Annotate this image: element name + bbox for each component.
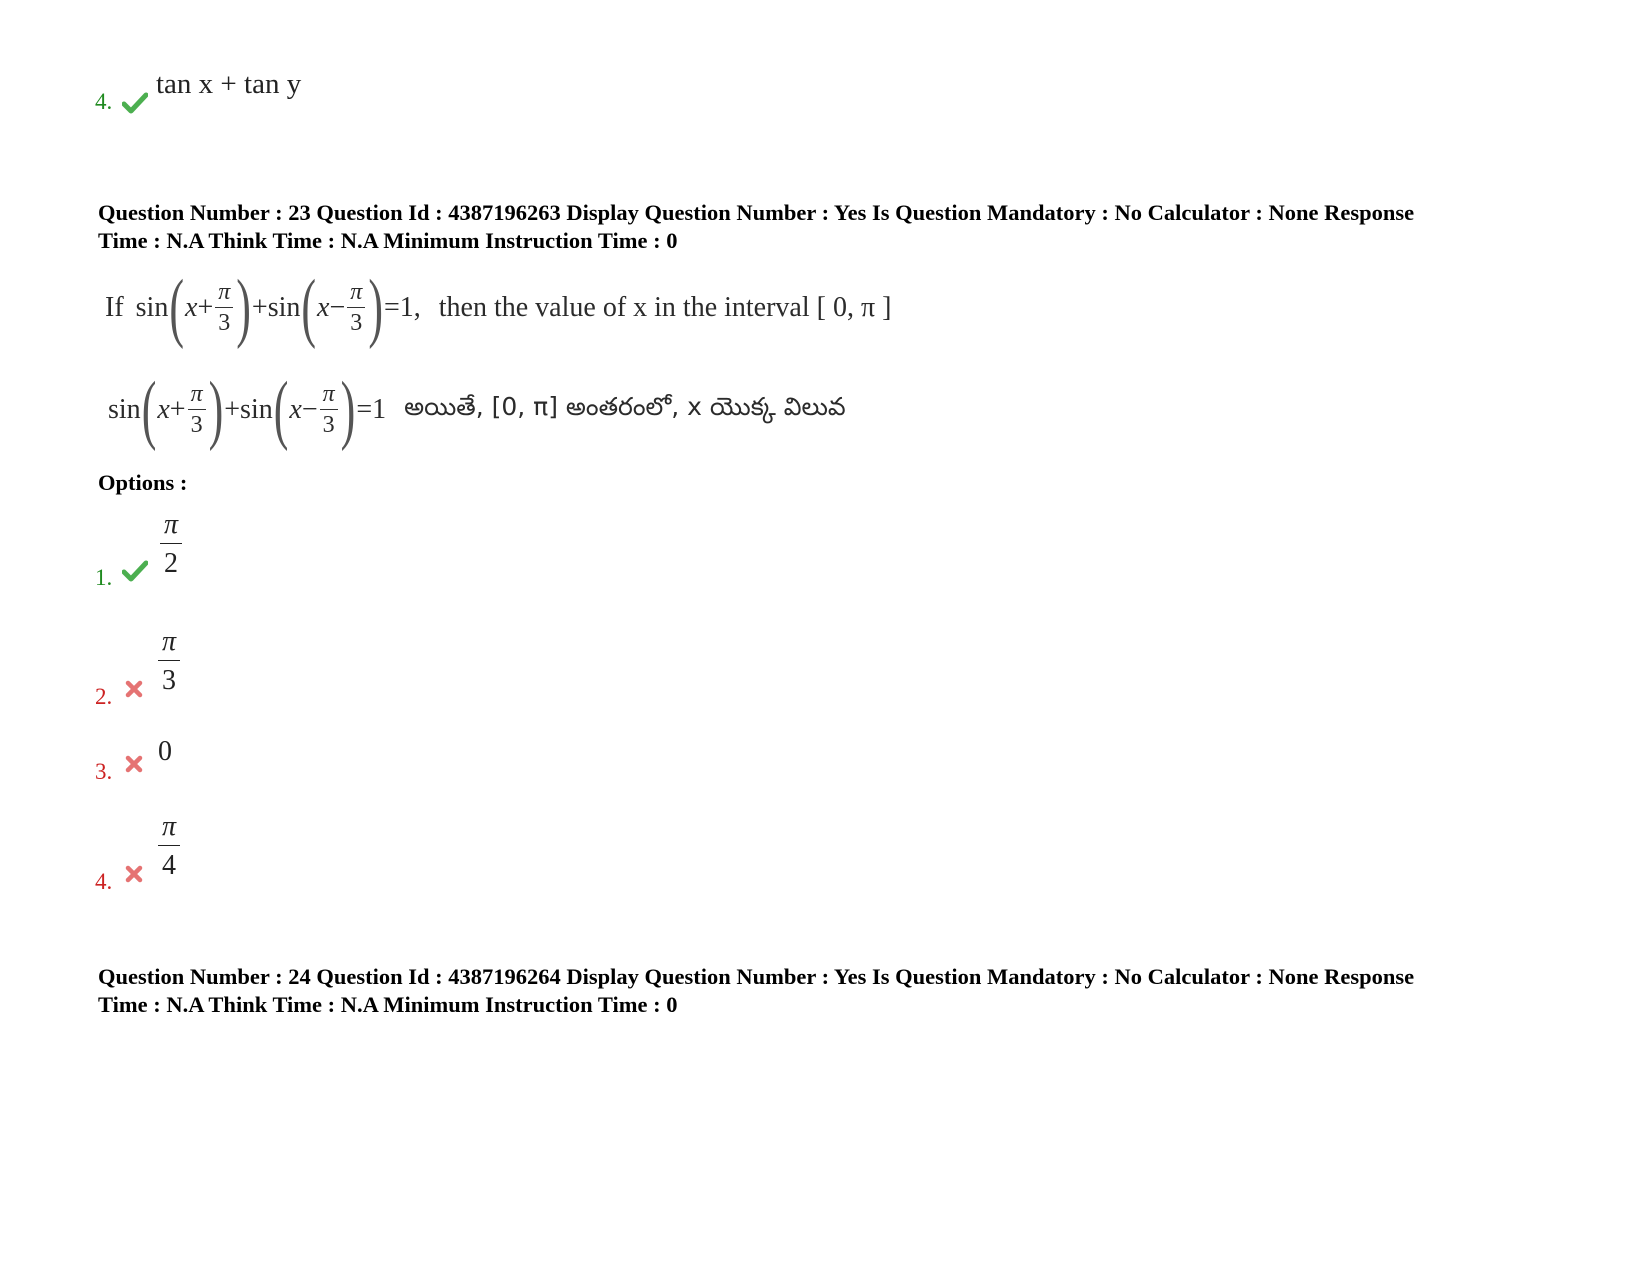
numerator: π (160, 510, 182, 544)
numerator: π (158, 812, 180, 846)
denominator: 2 (164, 548, 179, 580)
question-23-english: If sin ( x + $\frac{\pi}{3}$ ) +sin ( x − $\frac{\pi}{3}$ ) =1, then the value of x in the interval [ 0, π ] (105, 264, 892, 350)
option-1-number: 1. (95, 565, 113, 590)
minus-sign: − (329, 292, 346, 323)
question-23-meta (98, 199, 1578, 255)
meta-line-1: Question Number : 23 Question Id : 4387196263 Display Question Number : Yes Is Question Mandatory : No Calculator : None Response (98, 200, 1415, 225)
option-3-number: 3. (95, 759, 113, 784)
plus-sign: + (197, 292, 214, 323)
numerator: π (158, 627, 180, 661)
option-2-fraction (158, 627, 180, 696)
cross-mark-icon (125, 865, 143, 883)
fraction-pi-over-3-a: $\frac{\pi}{3}$ (215, 280, 233, 336)
option-1-fraction (160, 510, 182, 579)
fraction-pi-over-3-a: $\frac{\pi}{3}$ (188, 382, 206, 438)
equals-one: =1 (356, 394, 387, 425)
prev-option-4 (95, 90, 112, 114)
plus-sign: + (169, 394, 186, 425)
english-suffix: then the value of x in the interval [ 0, π ] (438, 292, 892, 323)
check-mark-icon (122, 560, 148, 582)
denominator: 3 (162, 665, 177, 697)
sin-1: sin (135, 292, 169, 323)
option-number: 4. (95, 89, 113, 114)
option-3-value: 0 (158, 736, 172, 767)
question-23-telugu: sin ( x + $\frac{\pi}{3}$ ) +sin ( x − $\frac{\pi}{3}$ ) =1 అయితే, [0, π] అంతరంలో, x యొక్క విలువ (108, 366, 846, 452)
fraction-pi-over-3-b: $\frac{\pi}{3}$ (320, 382, 338, 438)
equals-one: =1, (383, 292, 421, 323)
denominator: 4 (162, 850, 177, 882)
plus-sin: +sin (224, 394, 273, 425)
question-24-meta (98, 963, 1578, 1019)
options-label: Options : (98, 470, 188, 495)
cross-mark-icon (125, 755, 143, 773)
prev-option-4-text: tan x + tan y (156, 68, 302, 100)
plus-sin: +sin (251, 292, 301, 323)
option-4-fraction (158, 812, 180, 881)
sin-1: sin (108, 394, 141, 425)
meta-line-1: Question Number : 24 Question Id : 4387196264 Display Question Number : Yes Is Question Mandatory : No Calculator : None Response (98, 964, 1415, 989)
var-x-2: x (289, 394, 302, 425)
cross-mark-icon (125, 680, 143, 698)
var-x-2: x (317, 292, 330, 323)
check-mark-icon (122, 92, 148, 114)
telugu-suffix: అయితే, [0, π] అంతరంలో, x యొక్క విలువ (404, 392, 846, 421)
var-x-1: x (157, 394, 170, 425)
option-4-number: 4. (95, 869, 113, 894)
var-x-1: x (185, 292, 198, 323)
meta-line-2: Time : N.A Think Time : N.A Minimum Instruction Time : 0 (98, 228, 678, 253)
minus-sign: − (301, 394, 318, 425)
option-2-number: 2. (95, 684, 113, 709)
meta-line-2: Time : N.A Think Time : N.A Minimum Instruction Time : 0 (98, 992, 678, 1017)
if-word: If (105, 292, 124, 323)
fraction-pi-over-3-b: $\frac{\pi}{3}$ (347, 280, 365, 336)
